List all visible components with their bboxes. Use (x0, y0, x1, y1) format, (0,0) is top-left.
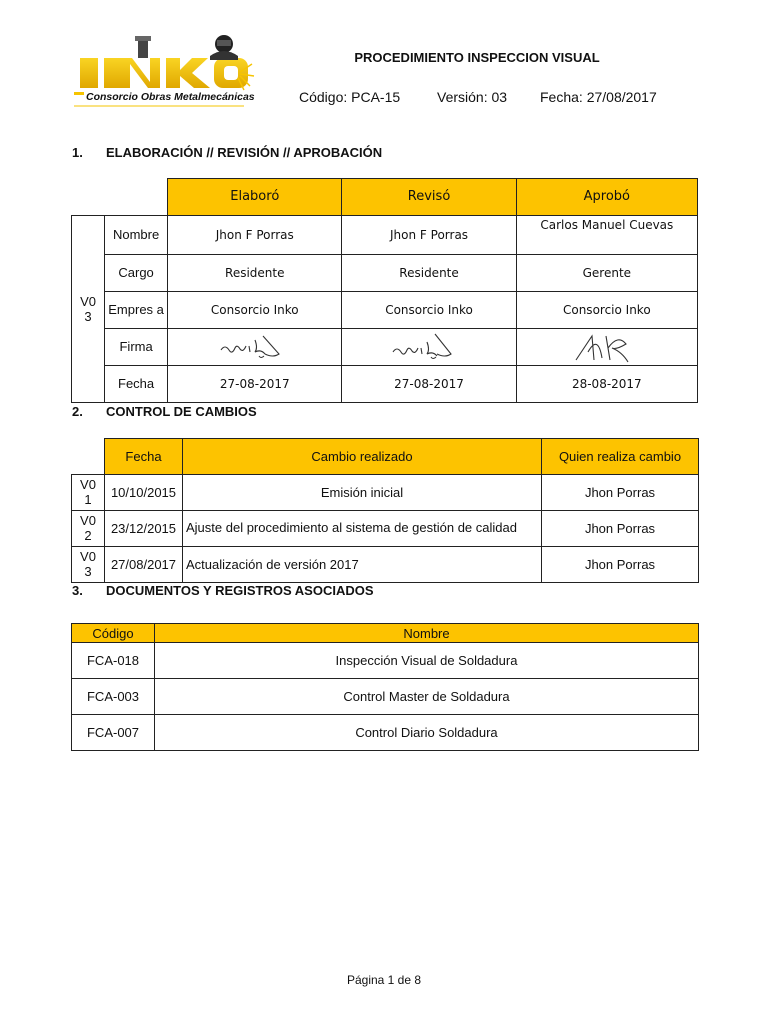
header-fecha: Fecha (105, 439, 183, 475)
cell-value: Consorcio Inko (342, 291, 516, 328)
version-label: V0 3 (72, 215, 105, 402)
change-author: Jhon Porras (542, 546, 699, 582)
row-label: Firma (105, 328, 168, 365)
change-description: Ajuste del procedimiento al sistema de gestión de calidad (183, 510, 542, 546)
signature-image (389, 330, 469, 364)
section2-heading (72, 404, 257, 419)
document-row (72, 679, 699, 715)
approval-row-fecha (72, 365, 698, 402)
header-aprobo: Aprobó (516, 179, 697, 216)
document-code: Código: PCA-15 (299, 89, 401, 105)
cell-value: 27-08-2017 (168, 365, 342, 402)
section1-title: ELABORACIÓN // REVISIÓN // APROBACIÓN (106, 145, 383, 160)
cell-value: Consorcio Inko (168, 291, 342, 328)
approval-row-nombre (72, 215, 698, 254)
change-date: 23/12/2015 (105, 510, 183, 546)
approval-header-row (72, 179, 698, 216)
section2-title: CONTROL DE CAMBIOS (106, 404, 257, 419)
cell-value: Gerente (516, 254, 697, 291)
row-label: Cargo (105, 254, 168, 291)
change-date: 27/08/2017 (105, 546, 183, 582)
change-description: Emisión inicial (183, 474, 542, 510)
cell-value: Residente (342, 254, 516, 291)
row-label: Empres a (105, 291, 168, 328)
version-label: V0 3 (72, 546, 105, 582)
documents-table (71, 623, 699, 751)
cell-value: 27-08-2017 (342, 365, 516, 402)
change-author: Jhon Porras (542, 510, 699, 546)
header-reviso: Revisó (342, 179, 516, 216)
change-date: 10/10/2015 (105, 474, 183, 510)
header-codigo: Código (72, 624, 155, 643)
cell-value: Jhon F Porras (342, 215, 516, 254)
signature-cell (168, 328, 342, 365)
change-header-row (72, 439, 699, 475)
document-title: PROCEDIMIENTO INSPECCION VISUAL (354, 50, 600, 65)
document-row (72, 643, 699, 679)
change-row (72, 510, 699, 546)
cell-value: Residente (168, 254, 342, 291)
section1-heading (72, 145, 382, 160)
documents-header-row (72, 624, 699, 643)
signature-image (215, 330, 295, 364)
section2-number: 2. (72, 404, 83, 419)
change-control-table (71, 438, 699, 583)
change-row (72, 474, 699, 510)
approval-row-cargo (72, 254, 698, 291)
header-nombre: Nombre (155, 624, 699, 643)
cell-value: Carlos Manuel Cuevas (516, 215, 697, 254)
signature-image (562, 330, 652, 364)
section3-number: 3. (72, 583, 83, 598)
cell-value: Consorcio Inko (516, 291, 697, 328)
version-label: V0 2 (72, 510, 105, 546)
document-row (72, 715, 699, 751)
change-row (72, 546, 699, 582)
empty-corner (72, 439, 105, 475)
signature-cell (342, 328, 516, 365)
document-name: Control Diario Soldadura (155, 715, 699, 751)
row-label: Fecha (105, 365, 168, 402)
signature-cell (516, 328, 697, 365)
change-description: Actualización de versión 2017 (183, 546, 542, 582)
header-quien: Quien realiza cambio (542, 439, 699, 475)
approval-row-empresa (72, 291, 698, 328)
section3-title: DOCUMENTOS Y REGISTROS ASOCIADOS (106, 583, 374, 598)
logo-subtitle: Consorcio Obras Metalmecánicas (86, 91, 255, 103)
document-code: FCA-007 (72, 715, 155, 751)
document-version: Versión: 03 (437, 89, 508, 105)
approval-row-firma (72, 328, 698, 365)
row-label: Nombre (105, 215, 168, 254)
section1-number: 1. (72, 145, 83, 160)
document-name: Control Master de Soldadura (155, 679, 699, 715)
company-logo (74, 30, 256, 116)
empty-corner (105, 179, 168, 216)
section3-heading (72, 583, 374, 598)
cell-value: 28-08-2017 (516, 365, 697, 402)
document-code: FCA-018 (72, 643, 155, 679)
header-elaboro: Elaboró (168, 179, 342, 216)
cell-value: Jhon F Porras (168, 215, 342, 254)
document-name: Inspección Visual de Soldadura (155, 643, 699, 679)
empty-corner (72, 179, 105, 216)
header-cambio: Cambio realizado (183, 439, 542, 475)
document-code: FCA-003 (72, 679, 155, 715)
page-number: Página 1 de 8 (346, 973, 422, 987)
change-author: Jhon Porras (542, 474, 699, 510)
approval-table (71, 178, 698, 403)
document-date: Fecha: 27/08/2017 (540, 89, 657, 105)
version-label: V0 1 (72, 474, 105, 510)
